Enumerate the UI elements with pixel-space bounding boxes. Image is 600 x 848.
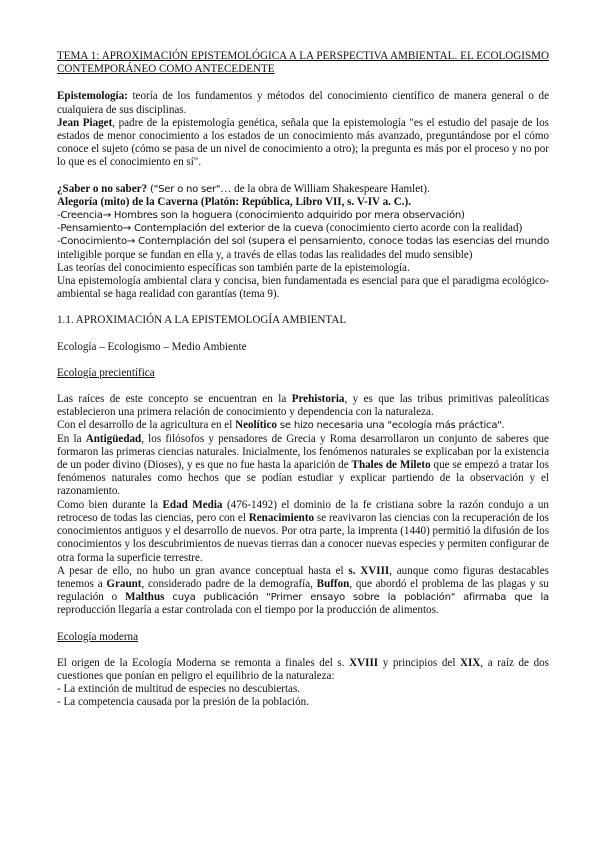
- list-item: - La competencia causada por la presión de la población.: [57, 696, 309, 709]
- handwritten-note: ("Ser o no ser": [147, 183, 221, 195]
- term-graunt: Graunt: [106, 577, 142, 590]
- document-page: [57, 50, 549, 710]
- question-bold: ¿Saber o no saber?: [57, 182, 148, 195]
- paragraph-prehistoria: [57, 393, 549, 419]
- line-pensamiento: [57, 222, 549, 235]
- text: , considerado padre de la demografía,: [141, 577, 317, 590]
- term-buffon: Buffon: [316, 577, 350, 590]
- text: que se empezó a tratar los fenómenos naturales como hechos que se podían estudiar y explicar partiendo de la observación y el razonamiento.: [57, 459, 549, 498]
- spacer: [57, 170, 549, 183]
- name-piaget: Jean Piaget: [57, 116, 113, 129]
- text: , los filósofos y pensadores de Grecia y Roma desarrollaron un conjunto de saberes que formaron las primeras ciencias naturales. Inicialmente, los fenómenos naturales se explicaban por la existencia de un poder divino (Dioses), y es que no fue hasta la aparición de: [57, 432, 549, 472]
- line-conocimiento: [57, 235, 549, 261]
- spacer: [57, 354, 549, 367]
- spacer: [57, 618, 549, 631]
- term-epistemologia: Epistemología:: [57, 90, 128, 103]
- paragraph-edad-media: [57, 499, 549, 565]
- text: El origen de la Ecología Moderna se remonta a finales del s.: [57, 656, 350, 669]
- definition-text: teoría de los fundamentos y métodos del conocimiento científico de manera general o de cualquiera de sus disciplinas.: [57, 90, 549, 116]
- term-xviii: XVIII: [349, 656, 379, 669]
- text: reproducción llegaría a estar controlada con el tiempo por la producción de alimentos.: [57, 604, 439, 617]
- line-epistemologia-ambiental: Una epistemología ambiental clara y concisa, bien fundamentada es esencial para que el paradigma ecológico-ambiental se haga realidad con garantías (tema 9).: [57, 275, 549, 301]
- heading-ecologia-precientifica: Ecología precientífica: [57, 366, 155, 379]
- line-saber: [57, 183, 549, 196]
- term-edad-media: Edad Media: [162, 498, 223, 511]
- question-rest: … de la obra de William Shakespeare Hamlet).: [220, 182, 430, 195]
- list-item: - La extinción de multitud de especies no descubiertas.: [57, 683, 301, 696]
- term-thales: Thales de Mileto: [351, 459, 431, 472]
- term-xviii: s. XVIII: [348, 564, 390, 577]
- term-xix: XIX: [460, 656, 481, 669]
- text: y principios del: [378, 656, 461, 669]
- line-caverna: [57, 196, 549, 209]
- spacer: [57, 76, 549, 90]
- paragraph-epistemologia: [57, 90, 549, 116]
- spacer: [57, 644, 549, 657]
- line-teorias: Las teorías del conocimiento específicas son también parte de la epistemología.: [57, 261, 410, 274]
- text: Como bien durante la: [57, 498, 163, 511]
- text: En la: [57, 432, 86, 445]
- paragraph-antiguedad: [57, 433, 549, 499]
- term-prehistoria: Prehistoria: [291, 393, 345, 406]
- section-heading-1-1: 1.1. APROXIMACIÓN A LA EPISTEMOLOGÍA AMBIENTAL: [57, 314, 347, 327]
- handwritten-note: cuya publicación "Primer ensayo sobre la población" afirmaba que la: [164, 592, 549, 604]
- text: .: [501, 419, 505, 432]
- cave-allegory: Alegoría (mito) de la Caverna (Platón: República, Libro VII, s. V-IV a. C.).: [57, 195, 411, 208]
- paragraph-siglo-xviii: [57, 565, 549, 618]
- line-text: inteligible porque se fundan en ella y, a través de ellas todas las realidades del mudo sensible): [57, 248, 473, 261]
- term-neolitico: Neolítico: [235, 419, 277, 432]
- spacer: [57, 301, 549, 314]
- text: (476-1492) el dominio de la fe cristiana sobre la razón condujo a un retroceso de todas las ciencias, pero con el: [57, 498, 549, 524]
- text: se reavivaron las ciencias con la recuperación de los conocimientos antiguos y el desarrollo de nuevos. Por otra parte, la imprenta (1440) permitió la difusión de los conocimientos y los descubrimientos de nuevas tierras dan a conocer nuevas especies y permiten configurar de otra forma la superficie terrestre.: [57, 511, 550, 564]
- paragraph-ecologia-moderna: [57, 657, 549, 683]
- text: , a raíz de dos cuestiones que ponían en peligro el equilibrio de la naturaleza:: [57, 656, 549, 682]
- paragraph-neolitico: [57, 419, 549, 432]
- line-creencia: [57, 209, 549, 222]
- piaget-text: , padre de la epistemología genética, señala que la epistemología "es el estudio del pasaje de los estados de menor conocimiento a los estados de un conocimiento más avanzado, preguntándose por el cómo conoce el sujeto (cómo se pasa de un nivel de conocimiento a otro); la pregunta es más por el proceso y no por lo que es el conocimiento en sí".: [57, 116, 549, 169]
- text: Con el desarrollo de la agricultura en el: [57, 419, 236, 432]
- text: , y es que las tribus primitivas paleolíticas establecieron una primera relación de conocimiento y dependencia con la naturaleza.: [57, 393, 550, 419]
- handwritten-note: se hizo necesaria una "ecología más práctica": [276, 420, 502, 432]
- text: A pesar de ello, no hubo un gran avance conceptual hasta el: [57, 564, 349, 577]
- paragraph-piaget: [57, 117, 549, 170]
- handwritten-note: -Creencia→ Hombres son la hoguera (conocimiento adquirido por mera observación): [57, 210, 465, 222]
- document-title: TEMA 1: APROXIMACIÓN EPISTEMOLÓGICA A LA PERSPECTIVA AMBIENTAL. EL ECOLOGISMO CONTEMPORÁNEO COMO ANTECEDENTE: [57, 50, 549, 76]
- line-text: (conocimiento cierto acorde con la realidad): [323, 222, 523, 235]
- text: Las raíces de este concepto se encuentran en la: [57, 393, 292, 406]
- handwritten-note: -Pensamiento→ Contemplación del exterior de la cueva: [57, 223, 324, 235]
- spacer: [57, 328, 549, 341]
- term-malthus: Malthus: [124, 591, 165, 604]
- spacer: [57, 380, 549, 393]
- heading-ecologia-moderna: Ecología moderna: [57, 630, 139, 643]
- eco-line: Ecología – Ecologismo – Medio Ambiente: [57, 340, 247, 353]
- term-antiguedad: Antigüedad: [85, 432, 142, 445]
- text: , que abordó el problema de las plagas y su regulación o: [57, 577, 549, 604]
- text: , aunque como figuras destacables tenemos a: [57, 564, 550, 590]
- term-renacimiento: Renacimiento: [248, 511, 315, 524]
- handwritten-note: -Conocimiento→ Contemplación del sol (supera el pensamiento, conoce todas las esencias del mundo: [57, 236, 549, 248]
